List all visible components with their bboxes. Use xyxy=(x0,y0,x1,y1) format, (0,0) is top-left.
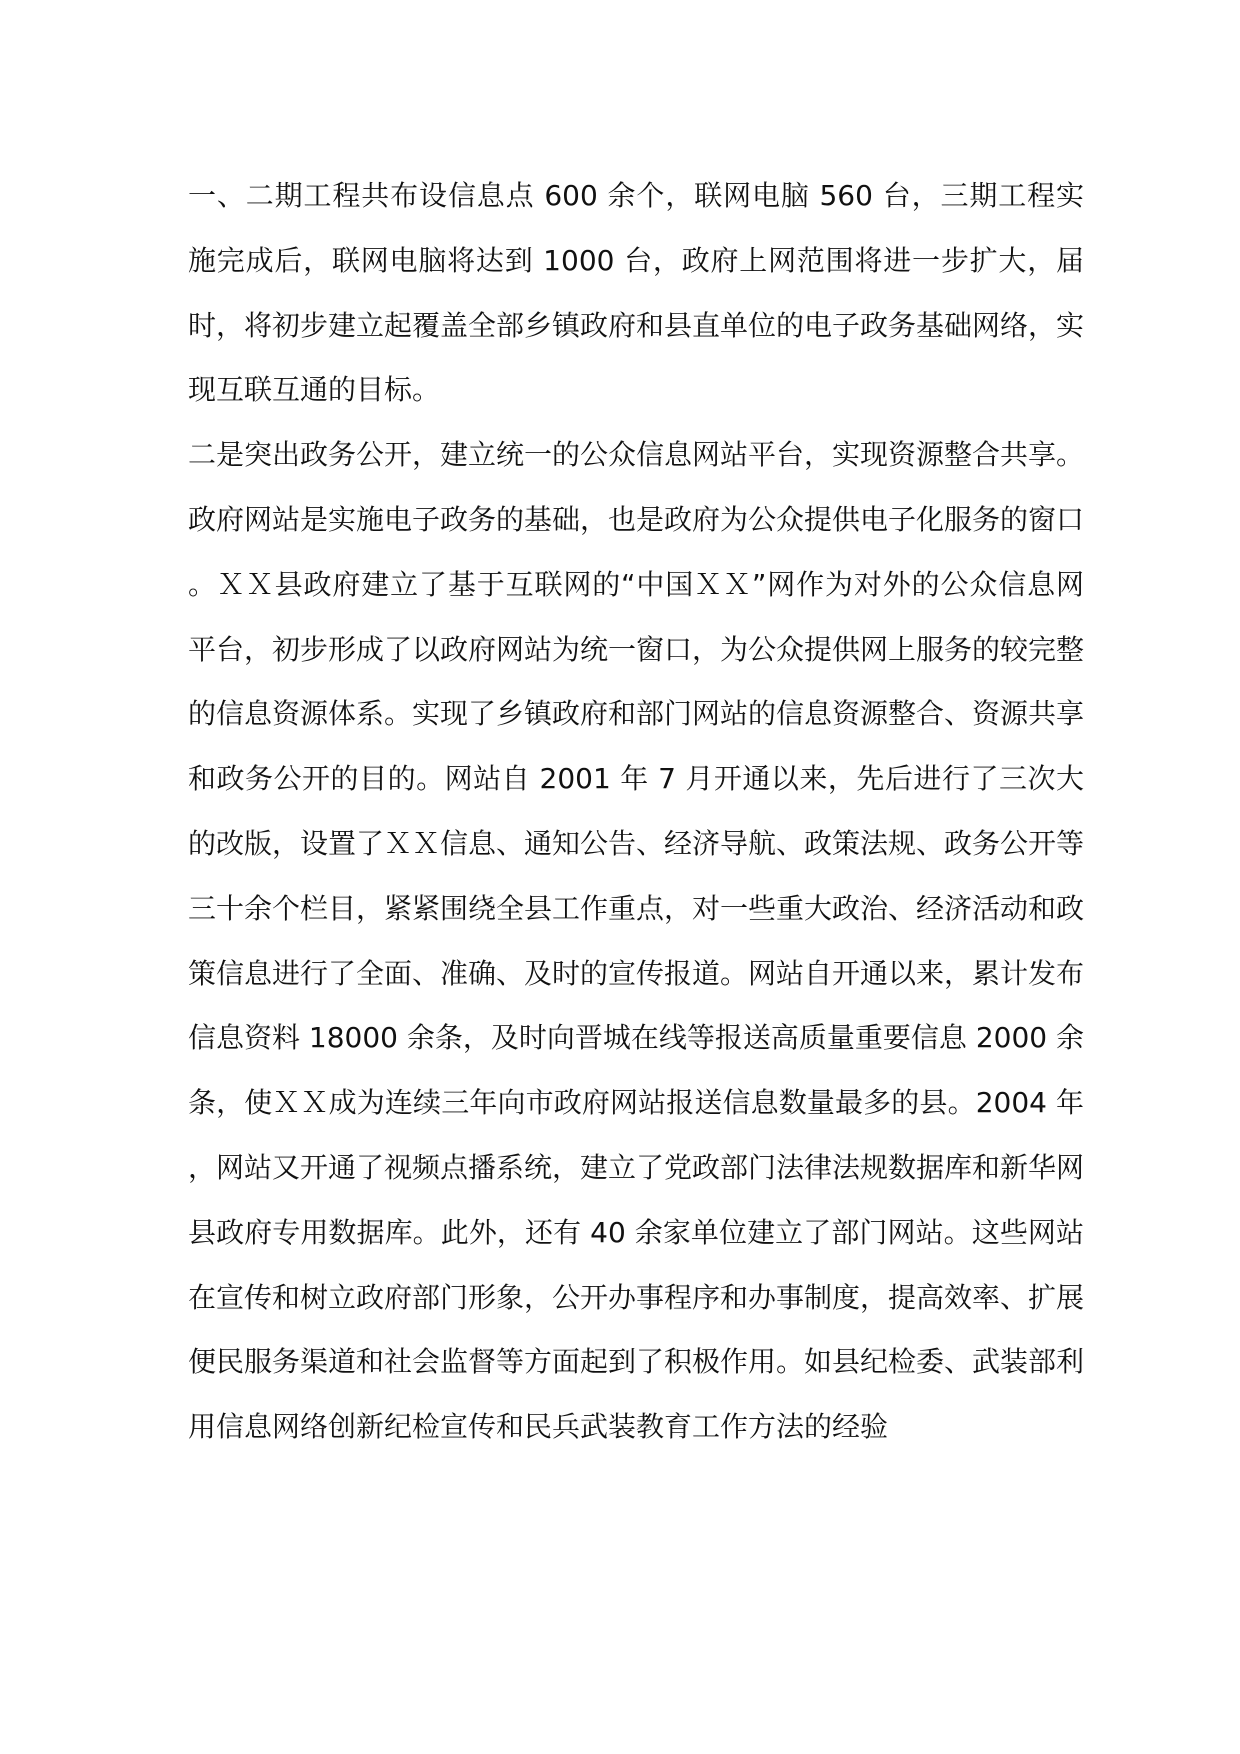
document-page xyxy=(188,164,1084,1460)
paragraph: 一、二期工程共布设信息点 600 余个，联网电脑 560 台，三期工程实施完成后，联网电脑将达到 1000 台，政府上网范围将进一步扩大，届时，将初步建立起覆盖全部乡镇政府和县直单位的电子政务基础网络，实现互联互通的目标。 xyxy=(188,179,1085,407)
paragraph: 政府网站是实施电子政务的基础，也是政府为公众提供电子化服务的窗口。ＸＸ县政府建立了基于互联网的“中国ＸＸ”网作为对外的公众信息网平台，初步形成了以政府网站为统一窗口，为公众提供网上服务的较完整的信息资源体系。实现了乡镇政府和部门网站的信息资源整合、资源共享和政务公开的目的。网站自 2001 年 7 月开通以来，先后进行了三次大的改版，设置了ＸＸ信息、通知公告、经济导航、政策法规、政务公开等三十余个栏目，紧紧围绕全县工作重点，对一些重大政治、经济活动和政策信息进行了全面、准确、及时的宣传报道。网站自开通以来，累计发布信息资料 18000 余条，及时向晋城在线等报送高质量重要信息 2000 余条，使ＸＸ成为连续三年向市政府网站报送信息数量最多的县。2004 年，网站又开通了视频点播系统，建立了党政部门法律法规数据库和新华网县政府专用数据库。此外，还有 40 余家单位建立了部门网站。这些网站在宣传和树立政府部门形象，公开办事程序和办事制度，提高效率、扩展便民服务渠道和社会监督等方面起到了积极作用。如县纪检委、武装部利用信息网络创新纪检宣传和民兵武装教育工作方法的经验 xyxy=(188,502,1085,1444)
paragraph: 二是突出政务公开，建立统一的公众信息网站平台，实现资源整合共享。 xyxy=(188,438,1085,472)
